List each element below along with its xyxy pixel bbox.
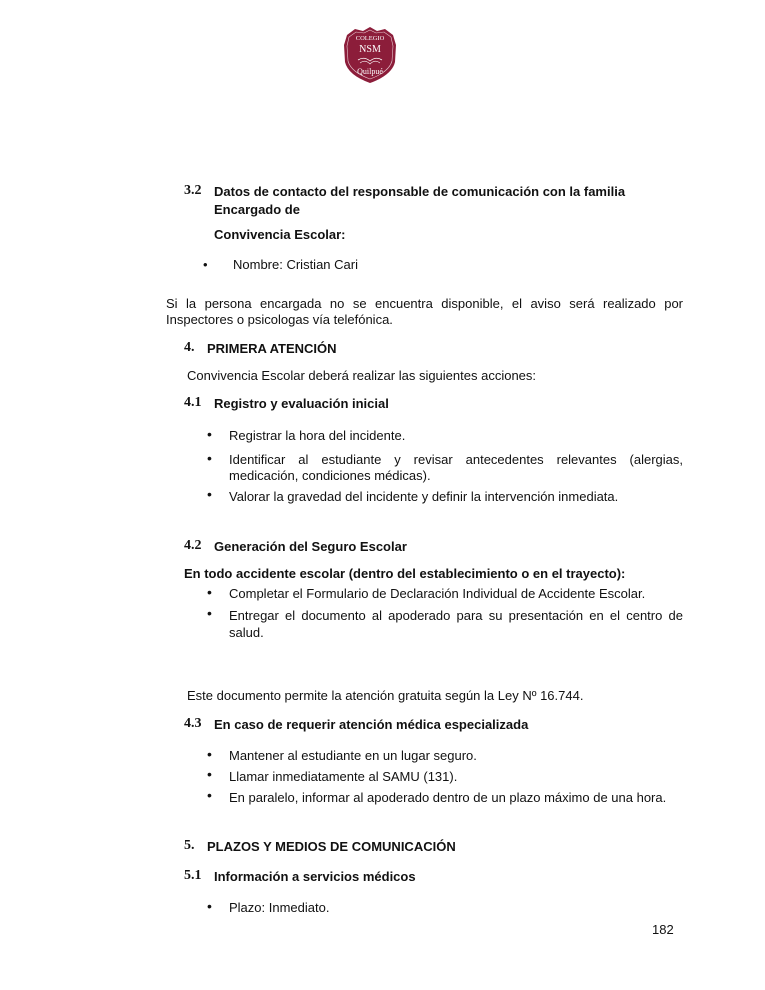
logo-text-nsm: NSM [359, 44, 381, 55]
paragraph: Convivencia Escolar deberá realizar las siguientes acciones: [187, 368, 537, 383]
section-title: PLAZOS Y MEDIOS DE COMUNICACIÓN [207, 839, 456, 854]
section-title: Datos de contacto del responsable de comunicación con la familia [214, 184, 626, 199]
bullet-icon: • [207, 605, 212, 621]
list-item: Plazo: Inmediato. [229, 900, 330, 915]
shield-logo-icon [342, 26, 398, 84]
list-item: Valorar la gravedad del incidente y definir la intervención inmediata. [229, 489, 619, 504]
logo-text-colegio: COLEGIO [355, 35, 385, 42]
section-title: PRIMERA ATENCIÓN [207, 341, 337, 356]
section-number: 4.1 [184, 395, 202, 410]
section-number: 5. [184, 838, 195, 853]
list-item: Mantener al estudiante en un lugar seguro. [229, 748, 477, 763]
list-item: Identificar al estudiante y revisar antecedentes relevantes (alergias, medicación, condiciones médicas). [229, 452, 683, 483]
list-item: Completar el Formulario de Declaración Individual de Accidente Escolar. [229, 586, 646, 601]
section-title: Información a servicios médicos [214, 869, 416, 884]
bullet-icon: • [207, 766, 212, 782]
paragraph: Si la persona encargada no se encuentra disponible, el aviso será realizado por Inspectores o psicologas vía telefónica. [166, 296, 683, 327]
list-item: En paralelo, informar al apoderado dentro de un plazo máximo de una hora. [229, 790, 667, 805]
section-title-cont: Convivencia Escolar: [214, 227, 346, 242]
bullet-icon: • [207, 746, 212, 762]
bullet-icon: • [207, 787, 212, 803]
section-title: Generación del Seguro Escolar [214, 539, 407, 554]
paragraph: Este documento permite la atención gratuita según la Ley Nº 16.744. [187, 688, 584, 703]
section-number: 5.1 [184, 868, 202, 883]
section-title: Registro y evaluación inicial [214, 396, 389, 411]
bullet-icon: • [207, 898, 212, 914]
section-number: 4.3 [184, 716, 202, 731]
section-number: 3.2 [184, 183, 202, 198]
section-title: En caso de requerir atención médica especializada [214, 717, 529, 732]
logo-text-city: Quilpué [357, 67, 383, 76]
section-subtitle: En todo accidente escolar (dentro del establecimiento o en el trayecto): [184, 566, 626, 581]
section-number: 4. [184, 340, 195, 355]
bullet-icon: • [203, 257, 208, 272]
contact-name: Nombre: Cristian Cari [233, 257, 358, 272]
section-title-cont: Encargado de [214, 202, 300, 217]
bullet-icon: • [207, 426, 212, 442]
list-item: Entregar el documento al apoderado para su presentación en el centro de salud. [229, 608, 683, 640]
bullet-icon: • [207, 486, 212, 502]
bullet-icon: • [207, 584, 212, 600]
list-item: Registrar la hora del incidente. [229, 428, 406, 443]
list-item: Llamar inmediatamente al SAMU (131). [229, 769, 458, 784]
bullet-icon: • [207, 450, 212, 466]
school-logo [342, 26, 398, 84]
section-number: 4.2 [184, 538, 202, 553]
page-number: 182 [652, 922, 674, 937]
